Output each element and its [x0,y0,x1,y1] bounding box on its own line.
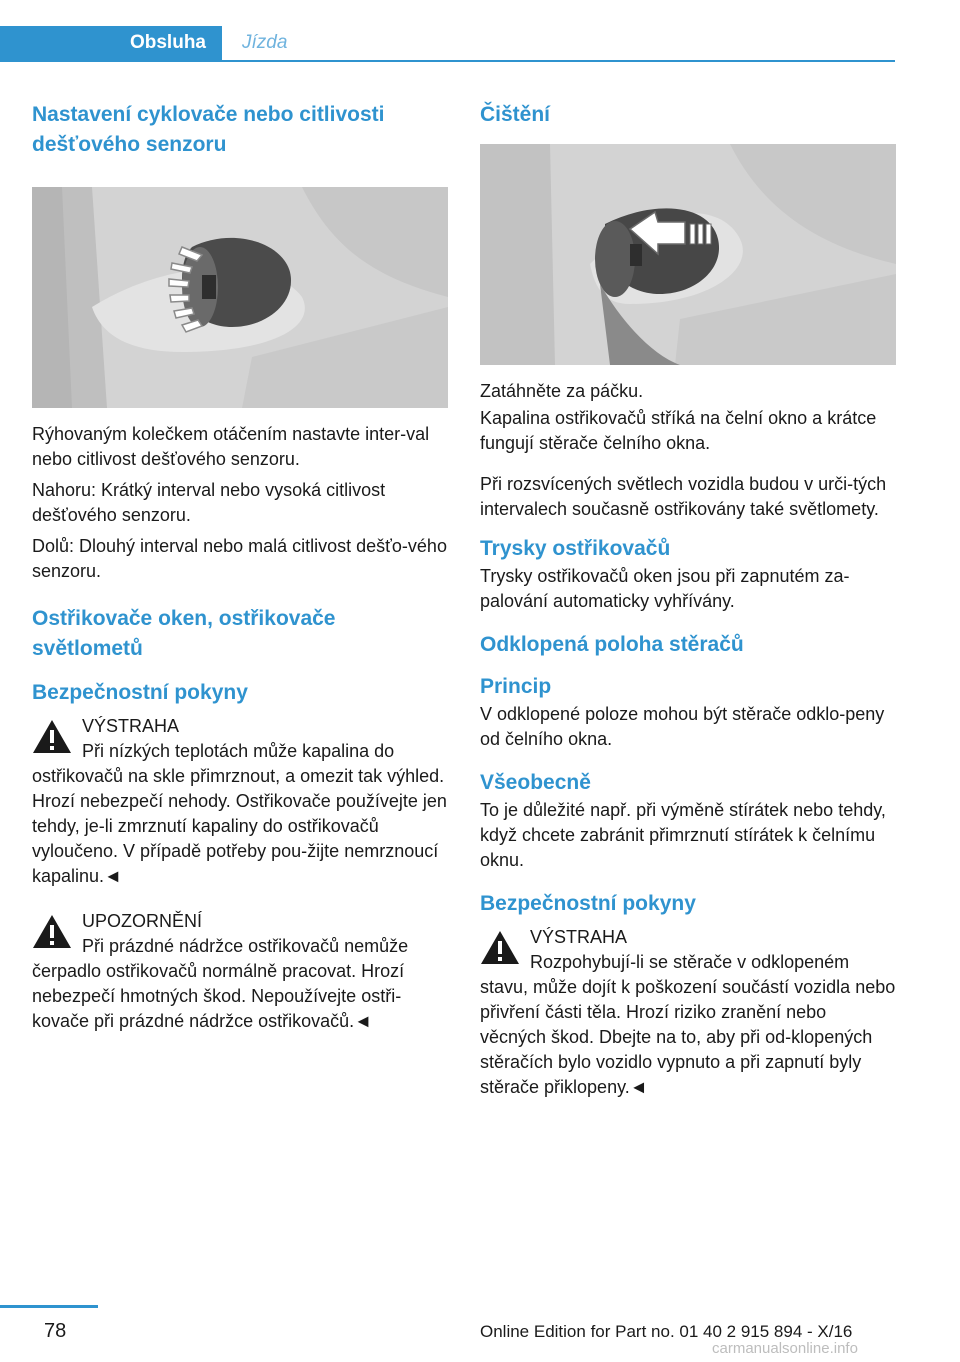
paragraph-adjust-wheel: Rýhovaným kolečkem otáčením nastavte inter‐val nebo citlivost dešťového senzoru. [32,424,430,469]
heading-safety-right: Bezpečnostní pokyny [480,892,696,915]
heading-interval-sensor: Nastavení cyklovače nebo citlivosti dešťového senzoru [32,103,385,156]
warning-title-1: VÝSTRAHA [82,716,180,736]
paragraph-up: Nahoru: Krátký interval nebo vysoká citlivost dešťového senzoru. [32,480,386,525]
paragraph-general: To je důležité např. při výměně stírátek nebo tehdy, když chcete zabránit přimrznutí stírátek k čelnímu oknu. [480,800,886,870]
warning-block-1 [32,714,448,889]
warning-triangle-icon [32,718,72,754]
edition-text: Online Edition for Part no. 01 40 2 915 894 - X/16 [480,1322,853,1341]
stalk-wheel-image [32,187,448,408]
paragraph-headlights: Při rozsvícených světlech vozidla budou v urči‐tých intervalech současně ostřikovány také světlomety. [480,474,887,519]
warning-title-3: VÝSTRAHA [530,927,628,947]
heading-principle: Princip [480,675,552,698]
left-column [32,100,448,1034]
warning-block-3 [480,925,896,1100]
warning-body-2: Při prázdné nádržce ostřikovačů nemůže čerpadlo ostřikovačů normálně pracovat. Hrozí nebezpečí hmotných škod. Nepoužívejte ostři‐kovače při prázdné nádržce ostřikovačů.◄ [32,936,409,1031]
stalk-pull-image [480,144,896,365]
warning-title-2: UPOZORNĚNÍ [82,911,203,931]
warning-block-2 [32,909,448,1034]
paragraph-nozzles-heated: Trysky ostřikovačů oken jsou při zapnutém za‐palování automaticky vyhřívány. [480,566,850,611]
heading-cleaning: Čištění [480,103,551,126]
warning-body-3: Rozpohybují-li se stěrače v odklopeném stavu, může dojít k poškození součástí vozidla nebo přivření části těla. Hrozí riziko zranění nebo věcných škod. Dbejte na to, aby při od‐klopených stěračích bylo vozidlo vypnuto a při zapnutí byly stěrače přiklopeny.◄ [480,952,896,1097]
paragraph-principle: V odklopené poloze mohou být stěrače odklo‐peny od čelního okna. [480,704,885,749]
heading-general: Všeobecně [480,771,591,794]
warning-triangle-icon [32,913,72,949]
heading-safety-left: Bezpečnostní pokyny [32,681,248,704]
heading-foldout-position: Odklopená poloha stěračů [480,633,744,656]
tab-obsluha[interactable]: Obsluha [0,26,222,60]
watermark: carmanualsonline.info [712,1340,858,1357]
header-tabs [0,26,895,62]
page-number: 78 [44,1320,67,1342]
paragraph-fluid-sprays: Kapalina ostřikovačů stříká na čelní okno a krátce fungují stěrače čelního okna. [480,408,877,453]
heading-nozzles: Trysky ostřikovačů [480,537,671,560]
paragraph-down: Dolů: Dlouhý interval nebo malá citlivost dešťo‐vého senzoru. [32,536,447,581]
header-divider [0,60,895,62]
warning-triangle-icon [480,929,520,965]
heading-washers: Ostřikovače oken, ostřikovače světlometů [32,607,336,660]
tab-jizda[interactable]: Jízda [242,32,288,53]
paragraph-pull-stalk: Zatáhněte za páčku. [480,381,644,401]
footer-divider [0,1305,98,1308]
warning-body-1: Při nízkých teplotách může kapalina do ostřikovačů na skle přimrznout, a omezit tak výhled. Hrozí nebezpečí nehody. Ostřikovače používejte jen tehdy, je-li zmrznutí kapaliny do ostřikovačů vyloučeno. V případě potřeby pou‐žijte nemrznoucí kapalinu.◄ [32,741,447,886]
right-column [480,100,896,1100]
